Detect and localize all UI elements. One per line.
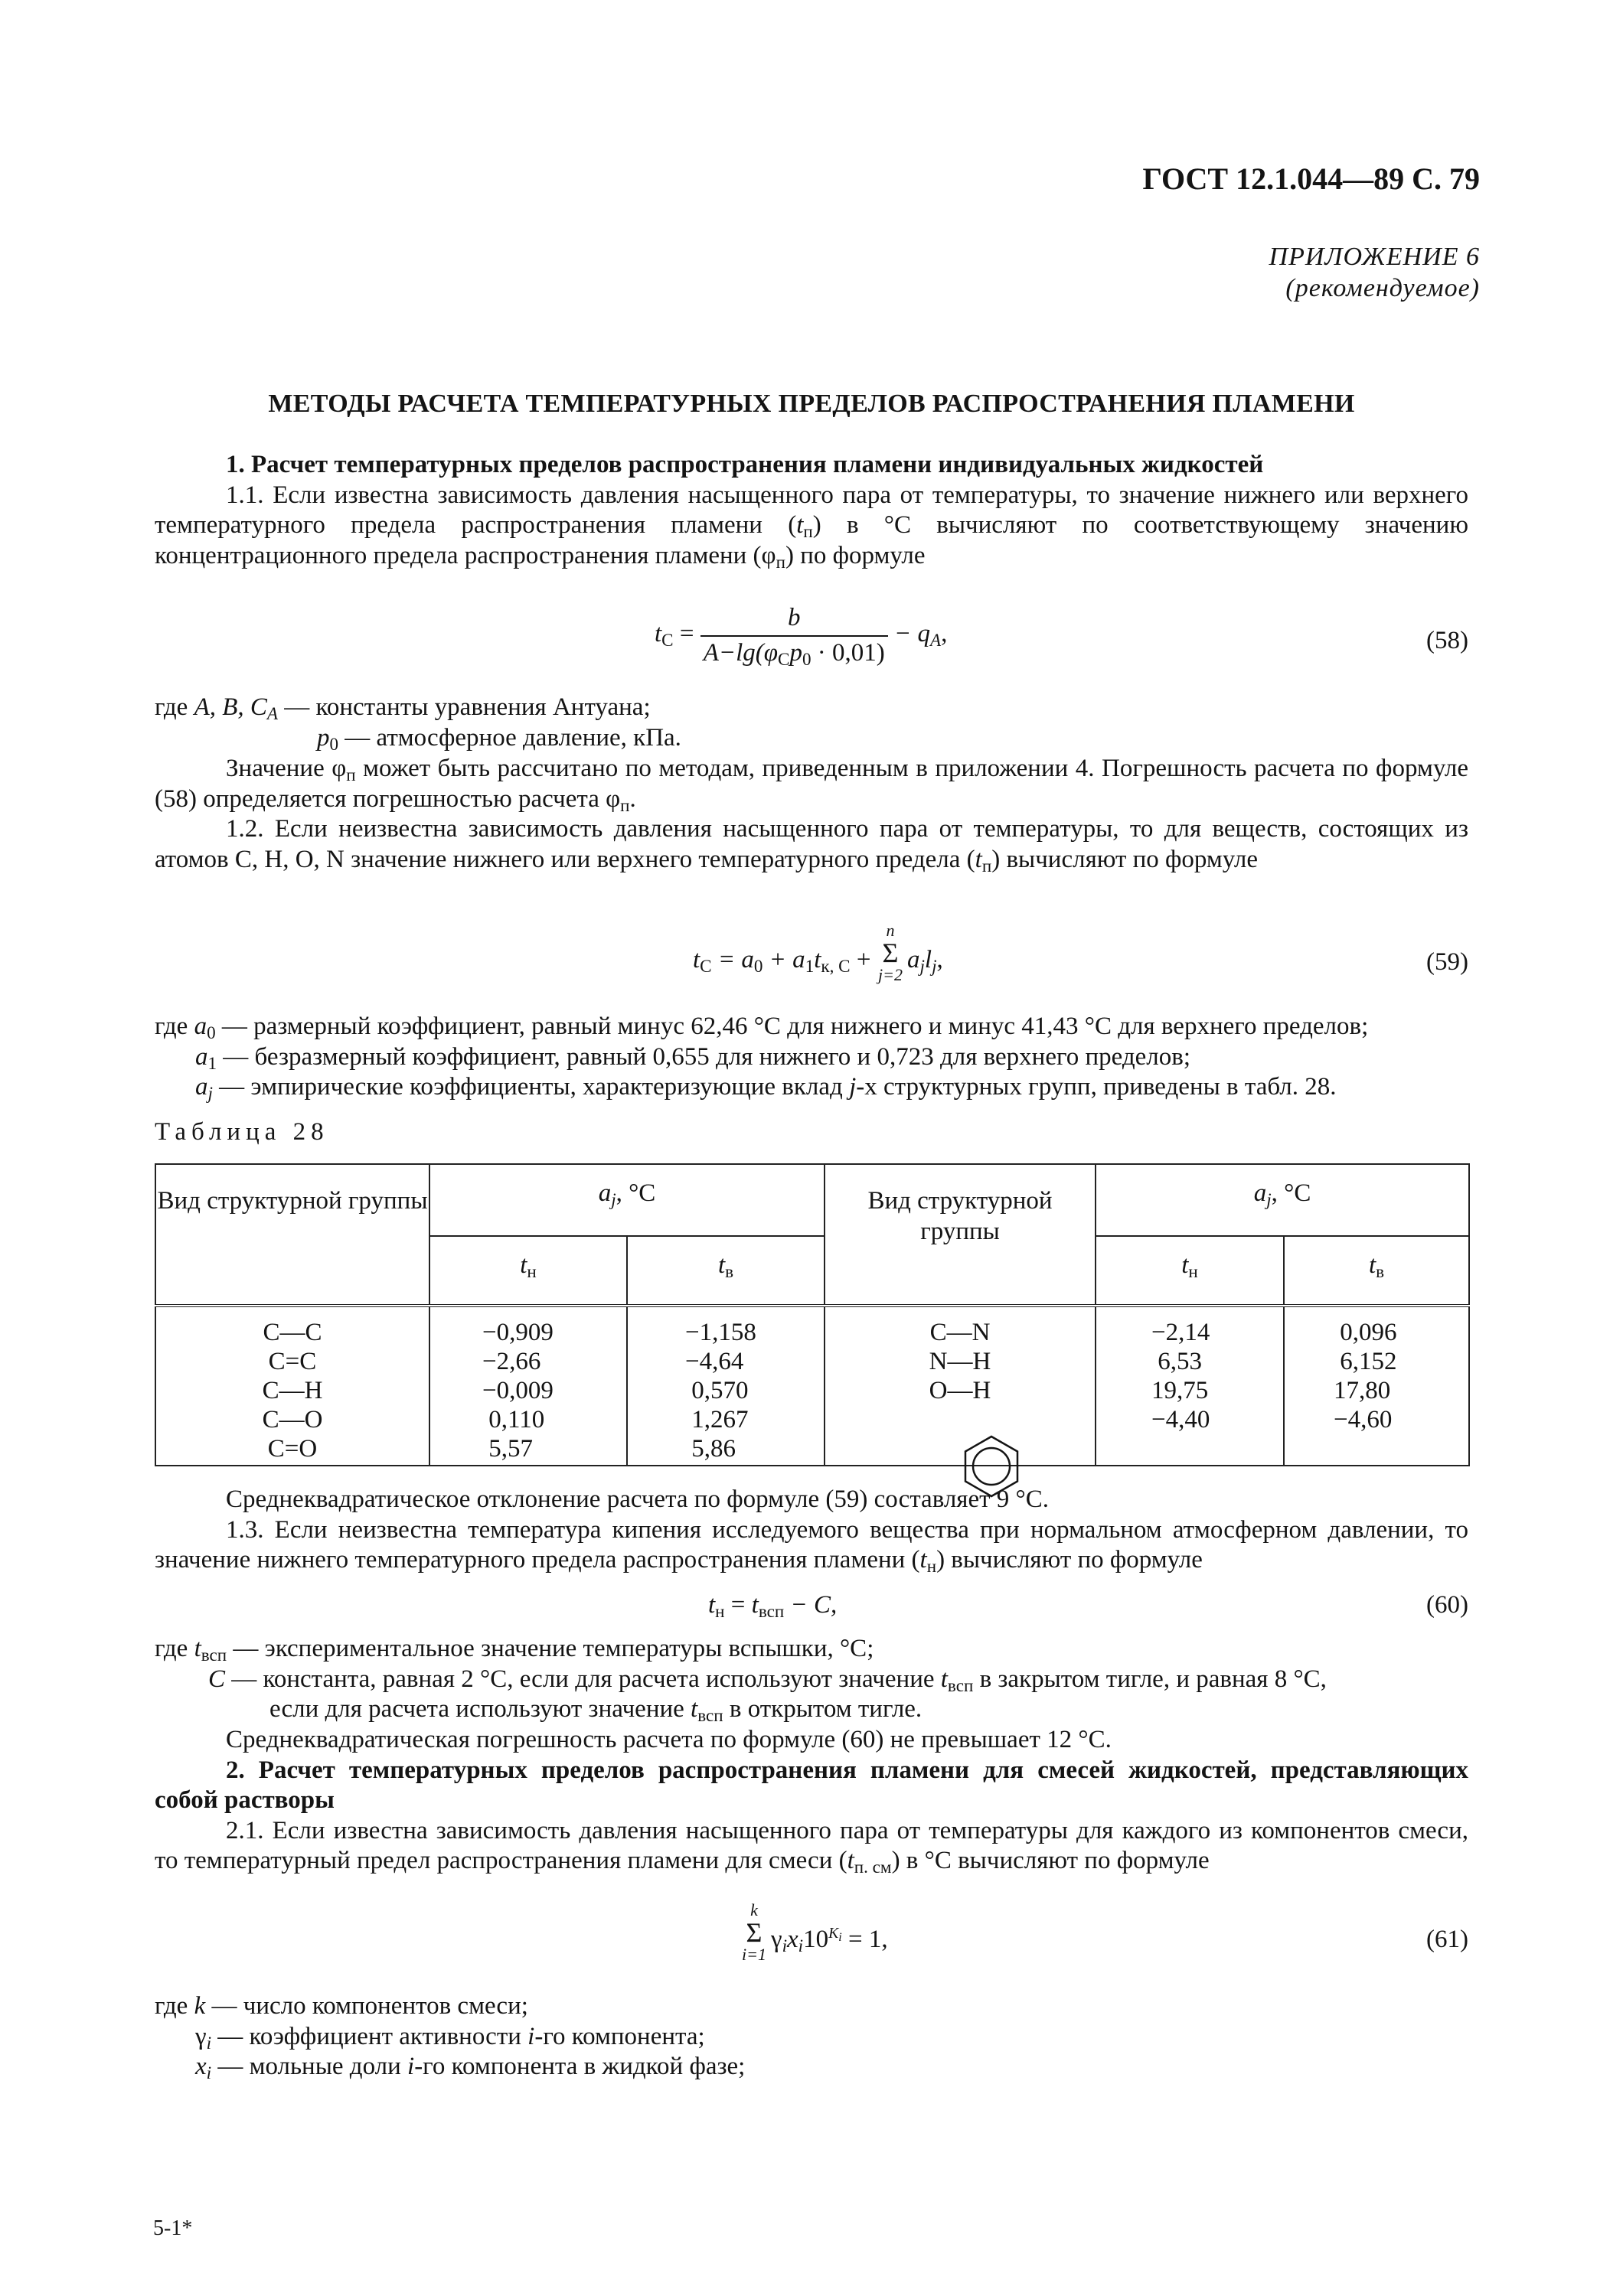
header-group-right: Вид структурной группы xyxy=(825,1164,1096,1306)
where-59-row-2: $a_1$ — безразмерный коэффициент, равный 0,655 для нижнего и 0,723 для верхнего пределов; xyxy=(195,1042,1190,1073)
where-58-row-1: где A, B, $C_A$ — константы уравнения Антуана; xyxy=(155,693,651,723)
equation-number-58: (58) xyxy=(1426,627,1468,654)
where-58-row-2: $p_0$ — атмосферное давление, кПа. xyxy=(317,723,681,754)
paragraph-1-2: 1.2. Если неизвестна зависимость давления насыщенного пара от температуры, то для веществ, состоящих из атомов С, Н, О, N значение нижнего или верхнего температурного предела $(t_п)$ вычисляют по формуле xyxy=(155,815,1468,876)
value-cell: 0,110 xyxy=(482,1406,545,1433)
header-tv-left: $t_в$ xyxy=(627,1236,825,1306)
section2-heading: 2. Расчет температурных пределов распространения пламени для смесей жидкостей, представляющих собой растворы xyxy=(155,1756,1468,1815)
value-cell: 19,75 xyxy=(1151,1377,1209,1404)
value-cell: 0,096 xyxy=(1334,1319,1397,1346)
where-61-row-1: где k — число компонентов смеси; xyxy=(155,1992,528,2020)
section1-heading: 1. Расчет температурных пределов распространения пламени индивидуальных жидкостей xyxy=(226,451,1264,478)
value-cell: −2,14 xyxy=(1151,1319,1210,1346)
header-tv-right: $t_в$ xyxy=(1284,1236,1469,1306)
header-aj-right: $a_j$, °С xyxy=(1096,1164,1469,1236)
appendix-label xyxy=(1269,242,1480,305)
where-58 xyxy=(155,693,1468,753)
value-cell: 0,570 xyxy=(685,1377,749,1404)
page-header: ГОСТ 12.1.044—89 С. 79 xyxy=(1142,161,1480,196)
group-cell: C=O xyxy=(267,1435,318,1463)
left-groups-cell xyxy=(155,1306,429,1466)
formula-58-fraction: $\frac{b}{A-\lg(\varphi_Cp_0 \cdot 0,01)}$ xyxy=(700,603,888,668)
value-cell: −2,66 xyxy=(482,1348,541,1375)
header-tn-right: $t_н$ xyxy=(1096,1236,1284,1306)
where-60 xyxy=(155,1634,1468,1725)
section2-block xyxy=(155,1725,1468,1877)
rms-59: Среднеквадратическое отклонение расчета по формуле (59) составляет 9 °С. xyxy=(226,1486,1050,1513)
value-cell: −0,009 xyxy=(482,1377,554,1404)
paragraph-1-3: 1.3. Если неизвестна температура кипения исследуемого вещества при нормальном атмосферном давлении, то значение нижнего температурного предела распространения пламени $(t_н)$ вычисляют по формуле xyxy=(155,1515,1468,1576)
value-cell: −0,909 xyxy=(482,1319,554,1346)
value-cell: −1,158 xyxy=(685,1319,756,1346)
where-59-row-1: где $a_0$ — размерный коэффициент, равный минус 62,46 °С для нижнего и минус 41,43 °С для верхнего пределов; xyxy=(155,1013,1369,1042)
value-cell: 6,53 xyxy=(1151,1348,1203,1375)
where-60-row-1: где $t_{всп}$ — экспериментальное значение температуры вспышки, °С; xyxy=(155,1635,874,1665)
value-cell: −4,40 xyxy=(1151,1406,1210,1433)
where-59 xyxy=(155,1012,1468,1103)
where-59-row-3: $a_j$ — эмпирические коэффициенты, характеризующие вклад j-х структурных групп, приведены в табл. 28. xyxy=(195,1073,1337,1103)
appendix-status: (рекомендуемое) xyxy=(1285,273,1480,302)
paragraph-2-1: 2.1. Если известна зависимость давления насыщенного пара от температуры для каждого из компонентов смеси, то температурный предел распространения пламени для смеси $(t_{п. см})$ в °С вычисляют по формуле xyxy=(155,1816,1468,1877)
equation-number-60: (60) xyxy=(1426,1591,1468,1619)
group-cell: C—C xyxy=(263,1319,322,1346)
formula-58: $t_C$ = $\frac{b}{A-\lg(\varphi_Cp_0 \cdot 0,01)}$ − $q_A$, xyxy=(655,604,948,669)
paragraph-phi: Значение $\varphi_п$ может быть рассчитано по методам, приведенным в приложении 4. Погрешность расчета по формуле (58) определяется погрешностью расчета $\varphi_п$. xyxy=(155,755,1468,815)
value-cell: 17,80 xyxy=(1334,1377,1391,1404)
value-cell: 6,152 xyxy=(1334,1348,1397,1375)
group-cell: C—O xyxy=(262,1406,323,1433)
group-cell: N—H xyxy=(929,1348,991,1375)
where-60-row-3: если для расчета используют значение $t_{всп}$ в открытом тигле. xyxy=(269,1695,923,1725)
right-tv-cell xyxy=(1284,1306,1469,1466)
group-cell: C=C xyxy=(268,1348,317,1375)
benzene-ring-icon xyxy=(825,1405,1095,1465)
value-cell: −4,60 xyxy=(1334,1406,1393,1433)
equation-number-59: (59) xyxy=(1426,948,1468,976)
right-tn-cell xyxy=(1096,1306,1284,1466)
formula-60: $t_н = t_{всп} - C$, xyxy=(708,1591,838,1621)
left-tv-cell xyxy=(627,1306,825,1466)
section1-block xyxy=(155,450,1468,571)
table-28 xyxy=(155,1163,1470,1466)
header-group-left: Вид структурной группы xyxy=(155,1164,429,1306)
document-page: ГОСТ 12.1.044—89 С. 79 ПРИЛОЖЕНИЕ 6 (рекомендуемое) МЕТОДЫ РАСЧЕТА ТЕМПЕРАТУРНЫХ ПРЕДЕЛОВ РАСПРОСТРАНЕНИЯ ПЛАМЕНИ 1. Расчет температурных пределов распространения пламени индивидуальных жидкостей 1.1. Если известна зависимость давления насыщенного пара от температуры, то значение нижнего или верхнего температурного предела распространения пламени $(t_п)$ в °С вычисляют по соответствующему значению концентрационного предела распространения пламени $(\varphi_п)$ по формуле $t_C$ = $\frac{b}{A-\lg(\varphi_Cp_0 \cdot 0,01)}$ − $q_A$, (58) где A, B, $C_A$ — константы уравнения Антуана; $p_0$ — атмосферное давление, кПа. Значение $\varphi_п$ может быть рассчитано по методам, приведенным в приложении 4. Погрешность расчета по формуле (58) определяется погрешностью расчета $\varphi_п$. 1.2. Если неизвестна зависимость давления насыщенного пара от температуры, то для веществ, состоящих из атомов С, Н, О, N значение нижнего или верхнего температурного предела $(t_п)$ вычисляют по формуле $t_C = a_0 + a_1t_{к, С}$ + n Σ j=2 $a_jl_j$, (59) где $a_0$ — размерный коэффициент, равный минус 62,46 °С для нижнего и минус 41,43 °С для верхнего пределов; $a_1$ — безразмерный коэффициент, равный 0,655 для нижнего и 0,723 для верхнего пределов; $a_j$ — эмпирические коэффициенты, характеризующие вклад j-х структурных групп, приведены в табл. 28. Таблица 28 Вид структурной группы $a_j$, °С Вид структурной группы $a_j$, °С $t_н$ $t_в$ $t_н$ $t_в$ C—C C=C C—H C—O C=O −0,909 −2,66 −0,009 0,110 5,57 −1,158 −4,64 0,570 1,267 5,86 C—N N—H O—H −2,14 6,53 19,75 −4,40 0,096 6,152 17,80 −4,60 Среднеквадратическое отклонение расчета по формуле (59) составляет 9 °С. 1.3. Если неизвестна температура кипения исследуемого вещества при нормальном атмосферном давлении, то значение нижнего температурного предела распространения пламени $(t_н)$ вычисляют по формуле $t_н = t_{всп} - C$, (60) где $t_{всп}$ — экспериментальное значение температуры вспышки, °С; C — константа, равная 2 °С, если для расчета используют значение $t_{всп}$ в закрытом тигле, и равная 8 °С, если для расчета используют значение $t_{всп}$ в открытом тигле. Среднеквадратическая погрешность расчета по формуле (60) не превышает 12 °С. 2. Расчет температурных пределов распространения пламени для смесей жидкостей, представляющих собой растворы 2.1. Если известна зависимость давления насыщенного пара от температуры для каждого из компонентов смеси, то температурный предел распространения пламени для смеси $(t_{п. см})$ в °С вычисляют по формуле k Σ i=1 $\gamma_ix_i10^{K_i} = 1$, (61) где k — число компонентов смеси; $\gamma_i$ — коэффициент активности i-го компонента; $x_i$ — мольные доли i-го компонента в жидкой фазе; 5-1* xyxy=(0,0,1623,2296)
page-footer-mark: 5-1* xyxy=(153,2216,193,2240)
group-cell: O—H xyxy=(929,1377,991,1404)
equation-number-61: (61) xyxy=(1426,1926,1468,1953)
left-tn-cell xyxy=(429,1306,627,1466)
header-tn-left: $t_н$ xyxy=(429,1236,627,1306)
header-aj-left: $a_j$, °С xyxy=(429,1164,825,1236)
where-61-row-3: $x_i$ — мольные доли i-го компонента в жидкой фазе; xyxy=(195,2053,746,2082)
where-60-row-2: C — константа, равная 2 °С, если для расчета используют значение $t_{всп}$ в закрытом тигле, и равная 8 °С, xyxy=(208,1665,1327,1695)
right-groups-cell xyxy=(825,1306,1096,1466)
section1-block-2 xyxy=(155,754,1468,875)
group-cell: C—H xyxy=(262,1377,323,1404)
value-cell: −4,64 xyxy=(685,1348,744,1375)
where-61-row-2: $\gamma_i$ — коэффициент активности i-го компонента; xyxy=(195,2022,705,2053)
rms-60: Среднеквадратическая погрешность расчета по формуле (60) не превышает 12 °С. xyxy=(226,1726,1112,1753)
formula-59-sum: n Σ j=2 xyxy=(878,921,903,984)
where-61 xyxy=(155,1991,1468,2082)
value-cell: 5,86 xyxy=(685,1435,736,1463)
table-caption: Таблица 28 xyxy=(155,1118,329,1146)
paragraph-1-1: 1.1. Если известна зависимость давления насыщенного пара от температуры, то значение нижнего или верхнего температурного предела распространения пламени $(t_п)$ в °С вычисляют по соответствующему значению концентрационного предела распространения пламени $(\varphi_п)$ по формуле xyxy=(155,481,1468,572)
page-title: МЕТОДЫ РАСЧЕТА ТЕМПЕРАТУРНЫХ ПРЕДЕЛОВ РАСПРОСТРАНЕНИЯ ПЛАМЕНИ xyxy=(268,390,1355,418)
group-cell: C—N xyxy=(929,1319,991,1346)
appendix-number: ПРИЛОЖЕНИЕ 6 xyxy=(1269,243,1480,271)
formula-61-sum: k Σ i=1 xyxy=(742,1900,766,1964)
value-cell: 5,57 xyxy=(482,1435,533,1463)
value-cell: 1,267 xyxy=(685,1406,749,1433)
after-table-block xyxy=(155,1485,1468,1576)
